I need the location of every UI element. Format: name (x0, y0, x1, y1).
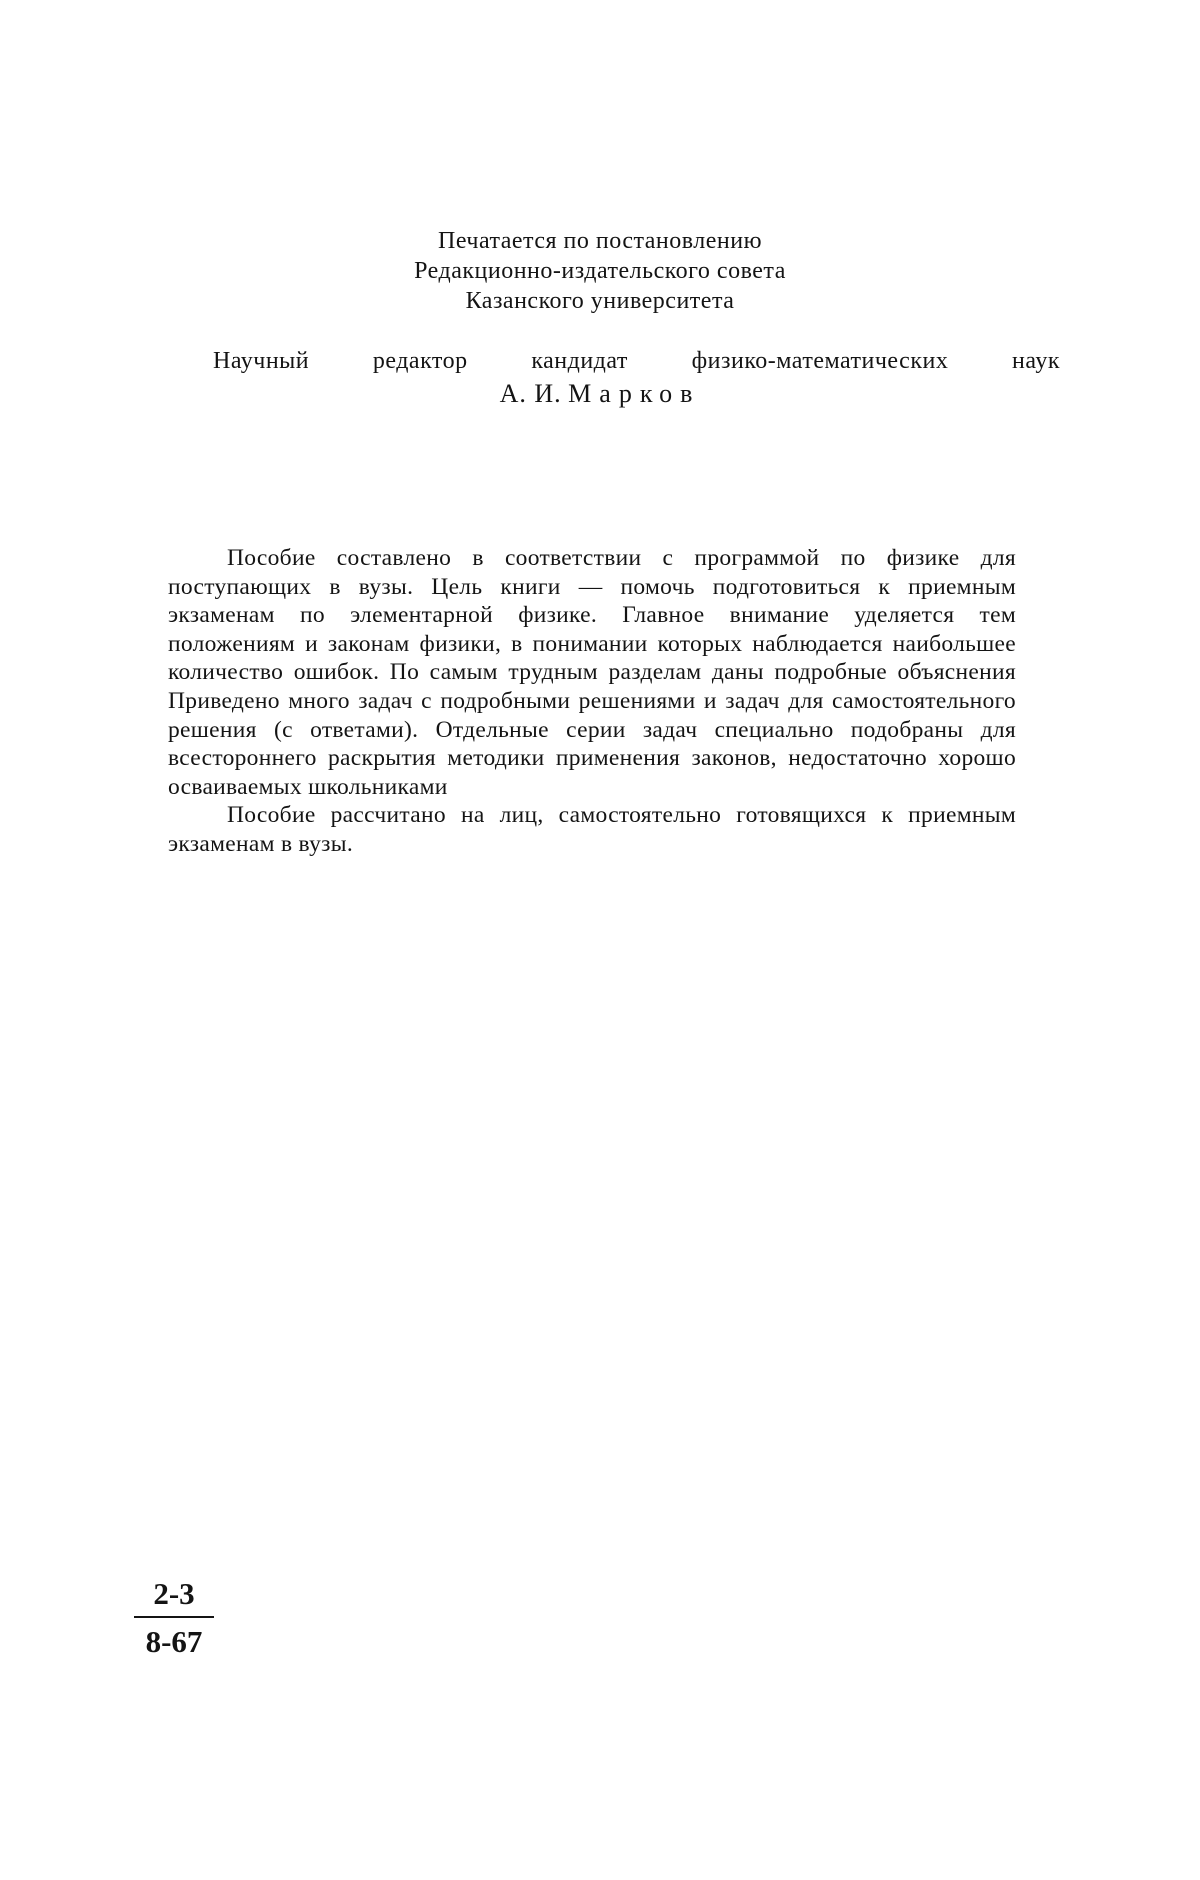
classification-denominator: 8-67 (145, 1624, 203, 1659)
scientific-editor-name (400, 378, 800, 410)
book-abstract (168, 544, 1016, 859)
classification-numerator: 2-3 (153, 1576, 195, 1611)
imprint-line-2: Редакционно-издательского совета (414, 258, 786, 284)
editor-initials: А. И. (499, 379, 562, 408)
imprint-note (300, 226, 900, 316)
imprint-line-1: Печатается по постановлению (437, 228, 763, 254)
abstract-paragraph-2: Пособие рассчитано на лиц, самостоятельно готовящихся к приемным экзаменам в вузы. (168, 802, 1016, 857)
fraction-rule (134, 1616, 214, 1618)
classification-index (140, 1574, 208, 1662)
abstract-paragraph-1: Пособие составлено в соответствии с программой по физике для поступающих в вузы. Цель книги — помочь подготовиться к приемным экзаменам по элементарной физике. Главное внимание уделяется тем положениям и законам физики, в понимании которых наблюдается наибольшее количество ошибок. По самым трудным разделам даны подробные объяснения Приведено много задач с подробными решениями и задач для самостоятельного решения (с ответами). Отдельные серии задач специально подобраны для всестороннего раскрытия методики применения законов, недостаточно хорошо осваиваемых школьниками (168, 545, 1016, 800)
scientific-editor-title: Научный редактор кандидат физико-математических наук (213, 348, 1060, 374)
editor-surname: Марков (568, 379, 701, 408)
imprint-line-3: Казанского университета (465, 288, 735, 314)
